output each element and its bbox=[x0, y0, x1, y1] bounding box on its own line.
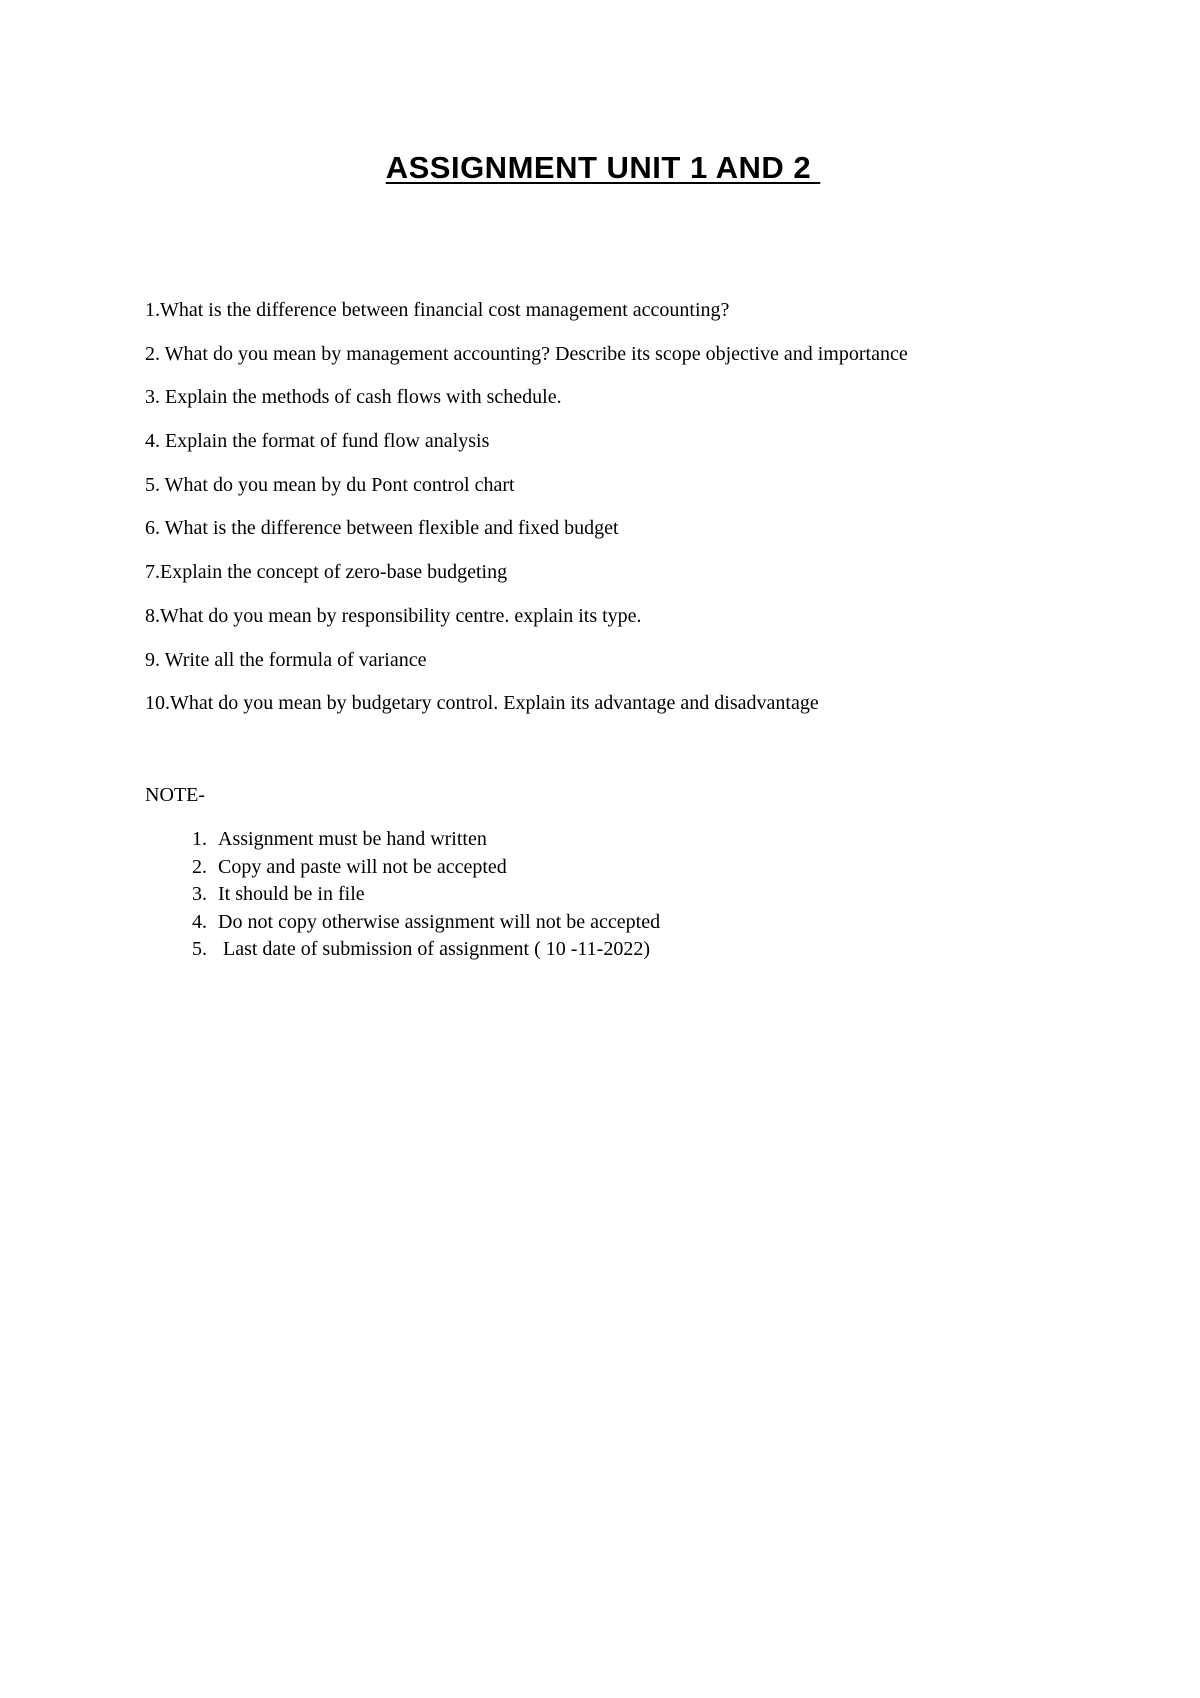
page-title: ASSIGNMENT UNIT 1 AND 2 bbox=[385, 150, 821, 185]
question-item: 4. Explain the format of fund flow analysis bbox=[145, 430, 490, 453]
question-item: 2. What do you mean by management accounting? Describe its scope objective and importance bbox=[145, 342, 908, 365]
note-heading: NOTE- bbox=[145, 784, 205, 806]
note-list bbox=[145, 826, 660, 964]
note-item bbox=[145, 936, 660, 964]
note-item bbox=[145, 881, 660, 909]
question-item: 8.What do you mean by responsibility centre. explain its type. bbox=[145, 604, 642, 627]
note-number: 5. bbox=[192, 938, 207, 960]
question-item: 9. Write all the formula of variance bbox=[145, 648, 427, 671]
note-text: Do not copy otherwise assignment will not be accepted bbox=[218, 910, 661, 933]
note-text: Last date of submission of assignment ( 10 -11-2022) bbox=[218, 938, 650, 960]
note-item bbox=[145, 909, 660, 937]
question-item: 7.Explain the concept of zero-base budgeting bbox=[145, 561, 508, 584]
note-number: 4. bbox=[192, 910, 207, 933]
question-list bbox=[145, 298, 1105, 735]
note-text: Assignment must be hand written bbox=[218, 828, 487, 850]
note-text: Copy and paste will not be accepted bbox=[218, 855, 507, 878]
note-item bbox=[145, 826, 660, 854]
note-number: 2. bbox=[192, 855, 207, 878]
question-item: 6. What is the difference between flexible and fixed budget bbox=[145, 517, 619, 540]
note-text: It should be in file bbox=[218, 883, 365, 905]
question-item: 3. Explain the methods of cash flows with schedule. bbox=[145, 386, 562, 409]
note-item bbox=[145, 854, 660, 882]
question-item: 1.What is the difference between financial cost management accounting? bbox=[145, 299, 730, 321]
question-item: 10.What do you mean by budgetary control. Explain its advantage and disadvantage bbox=[145, 692, 819, 715]
note-number: 1. bbox=[192, 828, 207, 850]
note-number: 3. bbox=[192, 883, 207, 905]
question-item: 5. What do you mean by du Pont control chart bbox=[145, 473, 515, 496]
